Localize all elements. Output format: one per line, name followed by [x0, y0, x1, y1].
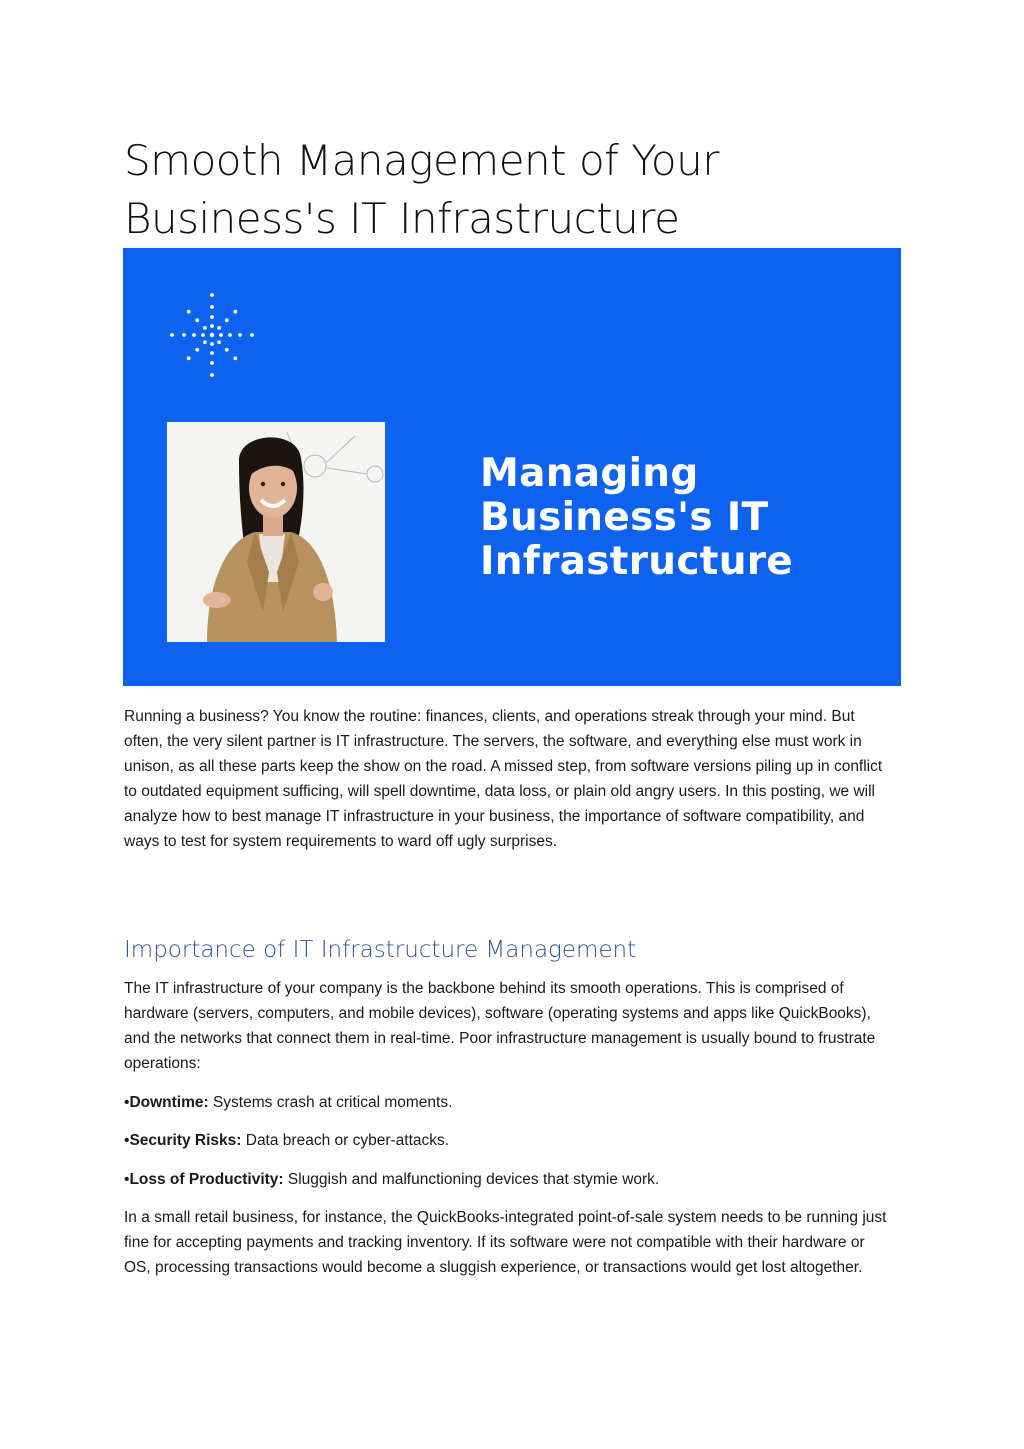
- section-paragraph: The IT infrastructure of your company is the backbone behind its smooth operations. This is comprised of hardware (servers, computers, and mobile devices), software (operating systems and apps like QuickBooks), and the networks that connect them in real-time. Poor infrastructure management is usually bound to frustrate operations:: [124, 980, 876, 1072]
- intro-paragraph: Running a business? You know the routine: finances, clients, and operations streak through your mind. But often, the very silent partner is IT infrastructure. The servers, the software, and everything else must work in unison, as all these parts keep the show on the road. A missed step, from software versions piling up in conflict to outdated equipment sufficing, will spell downtime, data loss, or plain old angry users. In this posting, we will analyze how to best manage IT infrastructure in your business, the importance of software compatibility, and ways to test for system requirements to ward off ugly surprises.: [124, 708, 883, 850]
- bullet-marker: •: [124, 1094, 130, 1111]
- hero-heading: [480, 452, 793, 584]
- hero-banner: [123, 248, 901, 686]
- bullet-term: Security Risks:: [129, 1132, 242, 1149]
- page-title-line-1: Smooth Management of Your: [124, 136, 719, 185]
- hero-heading-line-1: Managing: [480, 451, 699, 496]
- page-title: [124, 132, 904, 248]
- bullet-text: Data breach or cyber-attacks.: [241, 1132, 450, 1149]
- bullet-marker: •: [124, 1171, 130, 1188]
- hero-heading-line-2: Business's IT: [480, 495, 769, 540]
- list-item: [124, 1128, 894, 1153]
- bullet-term: Loss of Productivity:: [129, 1171, 284, 1188]
- bullet-term: Downtime:: [129, 1094, 209, 1111]
- section-heading: Importance of IT Infrastructure Management: [124, 937, 637, 963]
- starburst-dots-icon: [165, 288, 259, 382]
- bullet-marker: •: [124, 1132, 130, 1149]
- list-item: [124, 1167, 894, 1192]
- list-item: [124, 1090, 894, 1115]
- closing-paragraph: In a small retail business, for instance, the QuickBooks-integrated point-of-sale system needs to be running just fine for accepting payments and tracking inventory. If its software were not compatible with their hardware or OS, processing transactions would become a sluggish experience, or transactions would get lost altogether.: [124, 1209, 887, 1276]
- bullet-text: Sluggish and malfunctioning devices that stymie work.: [283, 1171, 660, 1188]
- hero-photo: [167, 422, 385, 642]
- hero-heading-line-3: Infrastructure: [480, 539, 794, 584]
- page-title-line-2: Business's IT Infrastructure: [124, 194, 680, 243]
- bullet-text: Systems crash at critical moments.: [208, 1094, 453, 1111]
- woman-photo-illustration: [167, 422, 385, 642]
